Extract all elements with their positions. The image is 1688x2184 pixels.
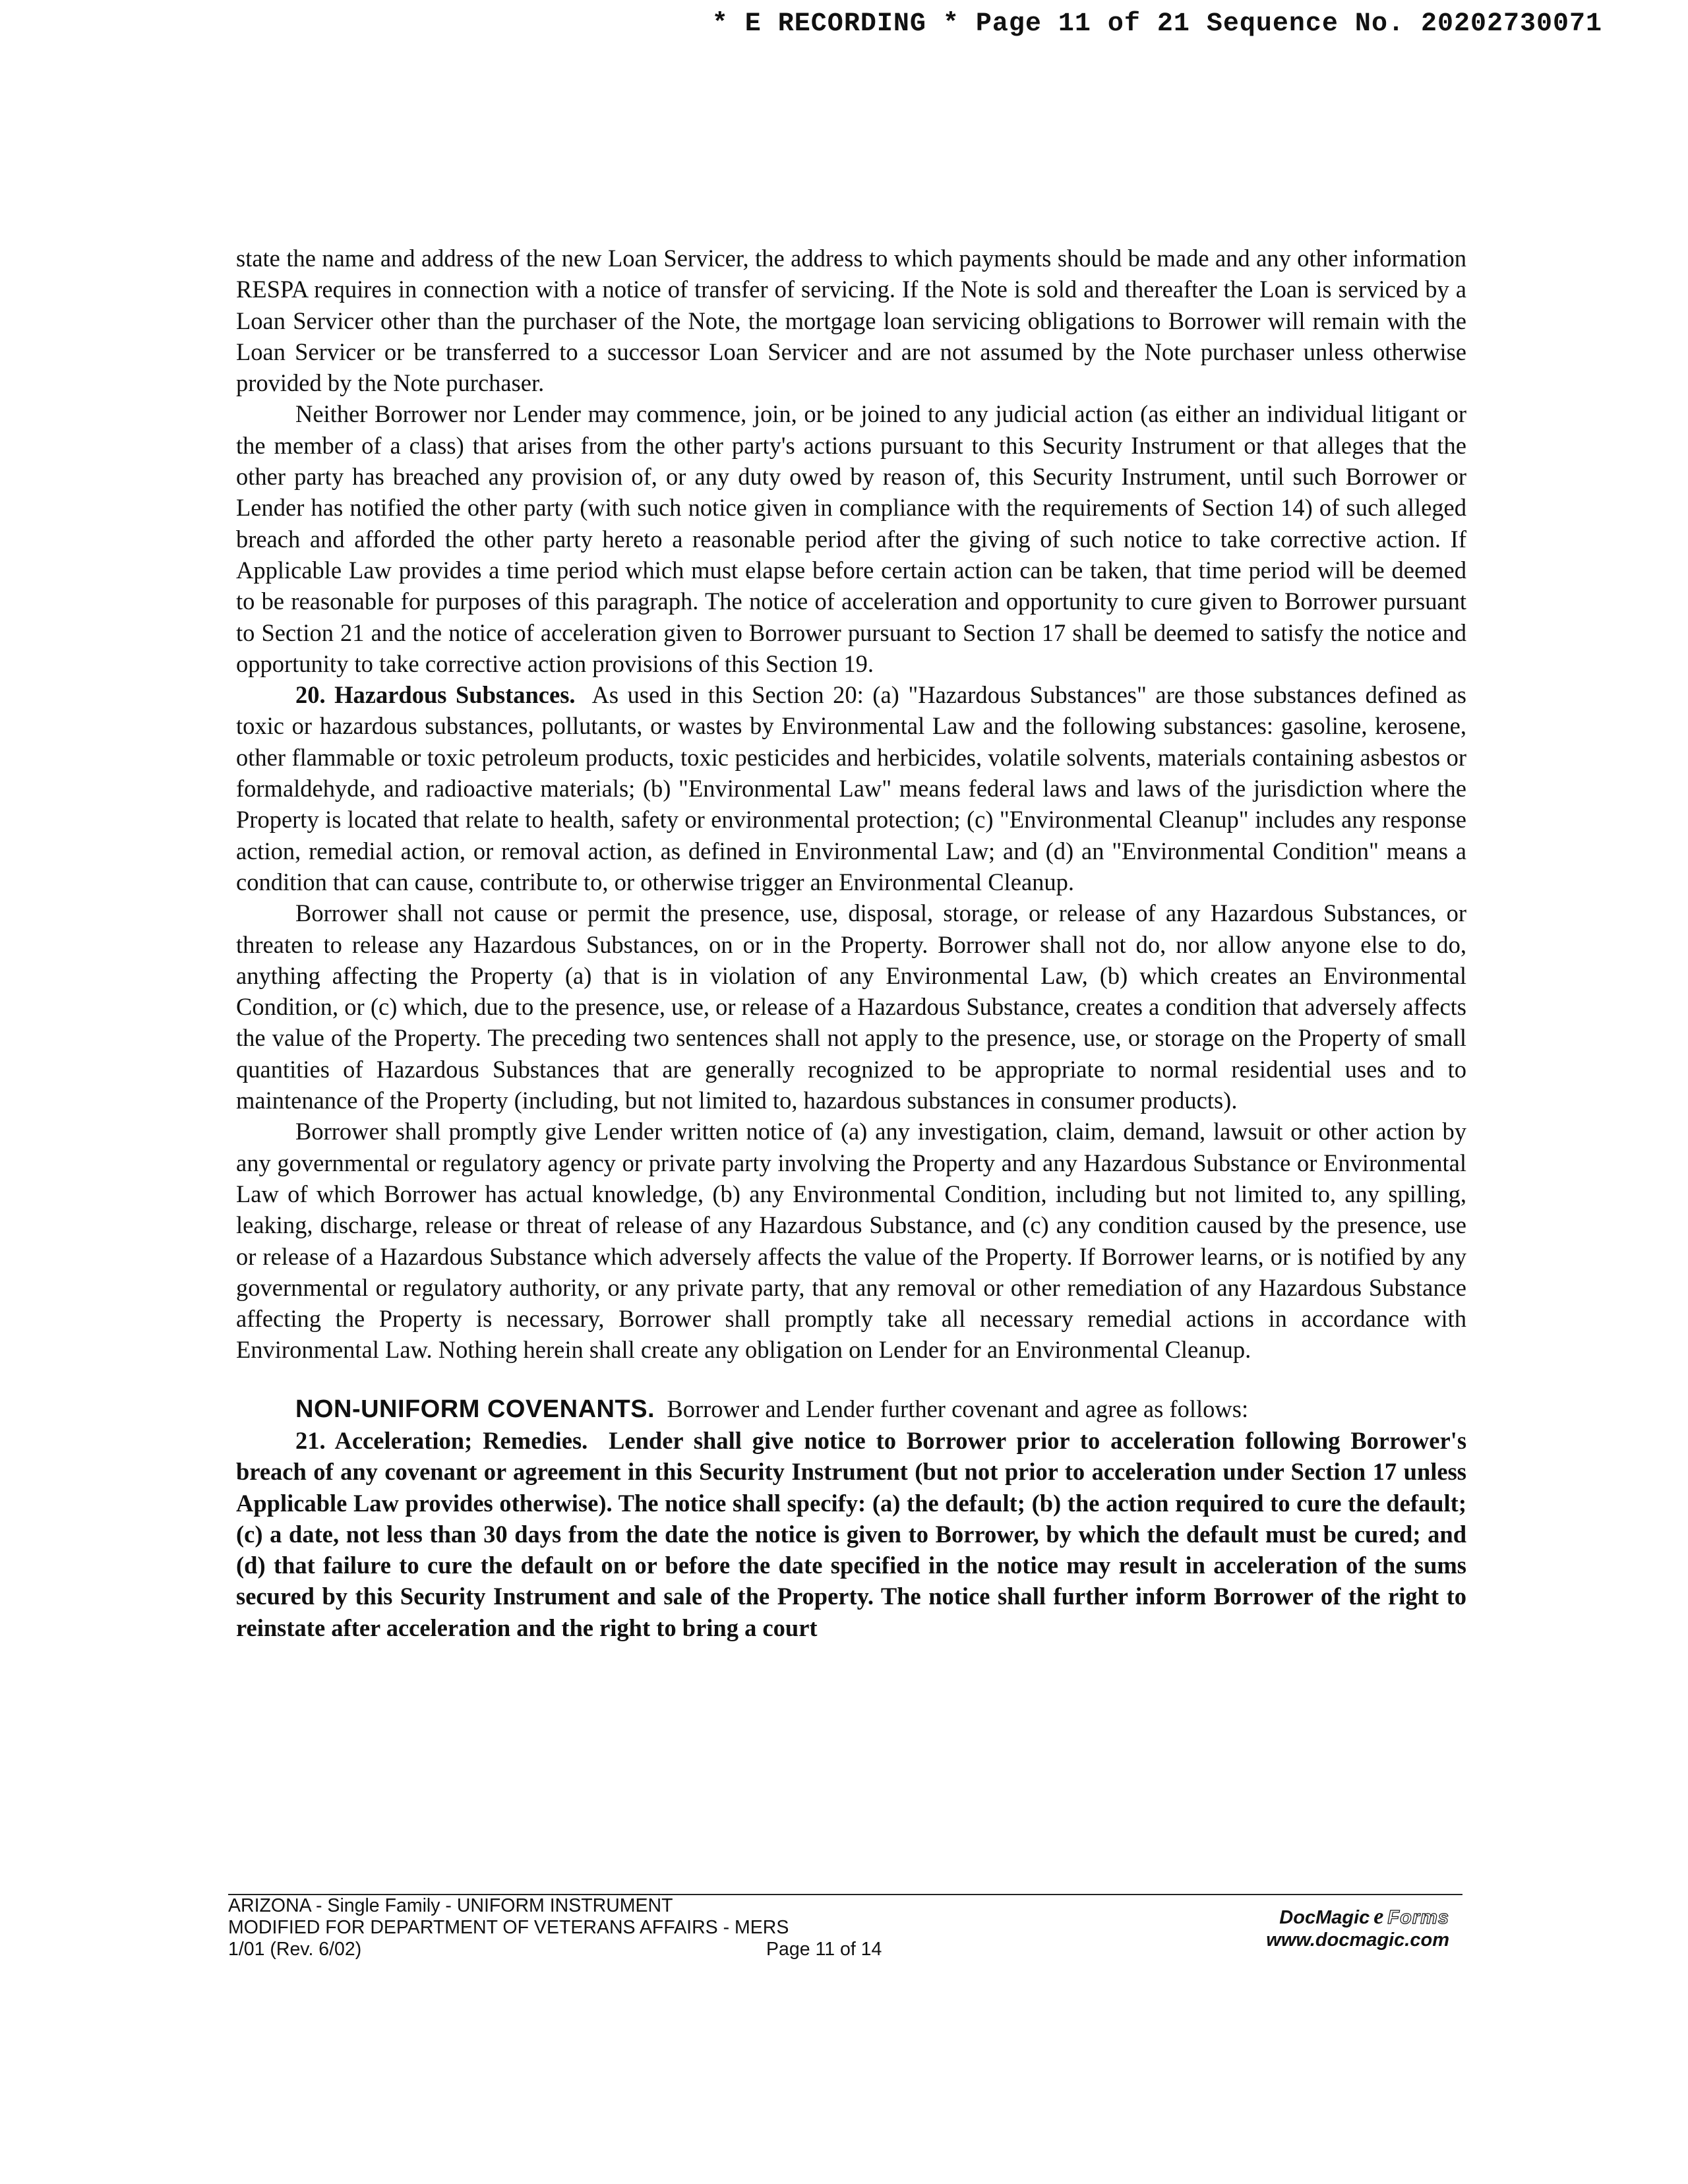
section-21-heading: 21. Acceleration; Remedies.: [295, 1426, 588, 1454]
footer-page-number: Page 11 of 14: [766, 1939, 882, 1960]
non-uniform-covenants-heading: NON-UNIFORM COVENANTS.: [295, 1395, 655, 1423]
brand-forms: Forms: [1387, 1907, 1449, 1928]
brand-name: DocMagic: [1279, 1907, 1370, 1928]
footer-form-line-3: 1/01 (Rev. 6/02): [228, 1939, 362, 1960]
brand-url: www.docmagic.com: [1266, 1929, 1449, 1951]
paragraph-hazardous-presence: Borrower shall not cause or permit the presence, use, disposal, storage, or release of any Hazardous Substances, or threaten to release any Hazardous Substances, on or in the Property. Borrower shall not do, nor allow anyone else to do, anything affecting the Property (a) that is in violation of any Environmental Law, (b) which creates an Environmental Condition, or (c) which, due to the presence, use, or release of a Hazardous Substance, creates a condition that adversely affects the value of the Property. The preceding two sentences shall not apply to the presence, use, or storage on the Property of small quantities of Hazardous Substances that are generally recognized to be appropriate to normal residential uses and to maintenance of the Property (including, but not limited to, hazardous substances in consumer products).: [236, 899, 1466, 1114]
document-body: [236, 243, 1466, 1643]
footer-brand: [1266, 1906, 1449, 1951]
brand-e-icon: e: [1373, 1904, 1384, 1929]
paragraph-loan-servicer: state the name and address of the new Loan Servicer, the address to which payments should be made and any other information RESPA requires in connection with a notice of transfer of servicing. If the Note is sold and thereafter the Loan is serviced by a Loan Servicer other than the purchaser of the Note, the mortgage loan servicing obligations to Borrower will remain with the Loan Servicer or be transferred to a successor Loan Servicer and are not assumed by the Note purchaser unless otherwise provided by the Note purchaser.: [236, 245, 1466, 397]
footer-form-line-2: MODIFIED FOR DEPARTMENT OF VETERANS AFFAIRS - MERS: [228, 1917, 789, 1938]
non-uniform-covenants-text: Borrower and Lender further covenant and agree as follows:: [667, 1395, 1249, 1422]
section-20: [236, 679, 1466, 897]
section-21-text: Lender shall give notice to Borrower prior to acceleration following Borrower's breach of any covenant or agreement in this Security Instrument (but not prior to acceleration under Section 17 unless Applicable Law provides otherwise). The notice shall specify: (a) the default; (b) the action required to cure the default; (c) a date, not less than 30 days from the date the notice is given to Borrower, by which the default must be cured; and (d) that failure to cure the default on or before the date specified in the notice may result in acceleration of the sums secured by this Security Instrument and sale of the Property. The notice shall further inform Borrower of the right to reinstate after acceleration and the right to bring a court: [236, 1426, 1467, 1641]
section-21: [236, 1425, 1466, 1643]
brand-logo: [1266, 1906, 1449, 1929]
non-uniform-covenants: [236, 1393, 1466, 1425]
footer-form-line-1: ARIZONA - Single Family - UNIFORM INSTRUMENT: [228, 1895, 673, 1916]
section-20-heading: 20. Hazardous Substances.: [295, 681, 576, 709]
paragraph-written-notice: Borrower shall promptly give Lender written notice of (a) any investigation, claim, demand, lawsuit or other action by any governmental or regulatory agency or private party involving the Property and any Hazardous Substance or Environmental Law of which Borrower has actual knowledge, (b) any Environmental Condition, including but not limited to, any spilling, leaking, discharge, release or threat of release of any Hazardous Substance, and (c) any condition caused by the presence, use or release of a Hazardous Substance which adversely affects the value of the Property. If Borrower learns, or is notified by any governmental or regulatory authority, or any private party, that any removal or other remediation of any Hazardous Substance affecting the Property is necessary, Borrower shall promptly take all necessary remedial actions in accordance with Environmental Law. Nothing herein shall create any obligation on Lender for an Environmental Cleanup.: [236, 1118, 1466, 1364]
recording-header: * E RECORDING * Page 11 of 21 Sequence No. 20202730071: [711, 9, 1602, 39]
section-20-text: As used in this Section 20: (a) "Hazardous Substances" are those substances defined as toxic or hazardous substances, pollutants, or wastes by Environmental Law and the following substances: gasoline, kerosene, other flammable or toxic petroleum products, toxic pesticides and herbicides, volatile solvents, materials containing asbestos or formaldehyde, and radioactive materials; (b) "Environmental Law" means federal laws and laws of the jurisdiction where the Property is located that relate to health, safety or environmental protection; (c) "Environmental Cleanup" includes any response action, remedial action, or removal action, as defined in Environmental Law; and (d) an "Environmental Condition" means a condition that can cause, contribute to, or otherwise trigger an Environmental Cleanup.: [236, 681, 1466, 895]
paragraph-judicial-action: Neither Borrower nor Lender may commence, join, or be joined to any judicial action (as either an individual litigant or the member of a class) that arises from the other party's actions pursuant to this Security Instrument or that alleges that the other party has breached any provision of, or any duty owed by reason of, this Security Instrument, until such Borrower or Lender has notified the other party (with such notice given in compliance with the requirements of Section 14) of such alleged breach and afforded the other party hereto a reasonable period after the giving of such notice to take corrective action. If Applicable Law provides a time period which must elapse before certain action can be taken, that time period will be deemed to be reasonable for purposes of this paragraph. The notice of acceleration and opportunity to cure given to Borrower pursuant to Section 21 and the notice of acceleration given to Borrower pursuant to Section 17 shall be deemed to satisfy the notice and opportunity to take corrective action provisions of this Section 19.: [236, 400, 1466, 677]
footer-form-info: [228, 1895, 789, 1960]
